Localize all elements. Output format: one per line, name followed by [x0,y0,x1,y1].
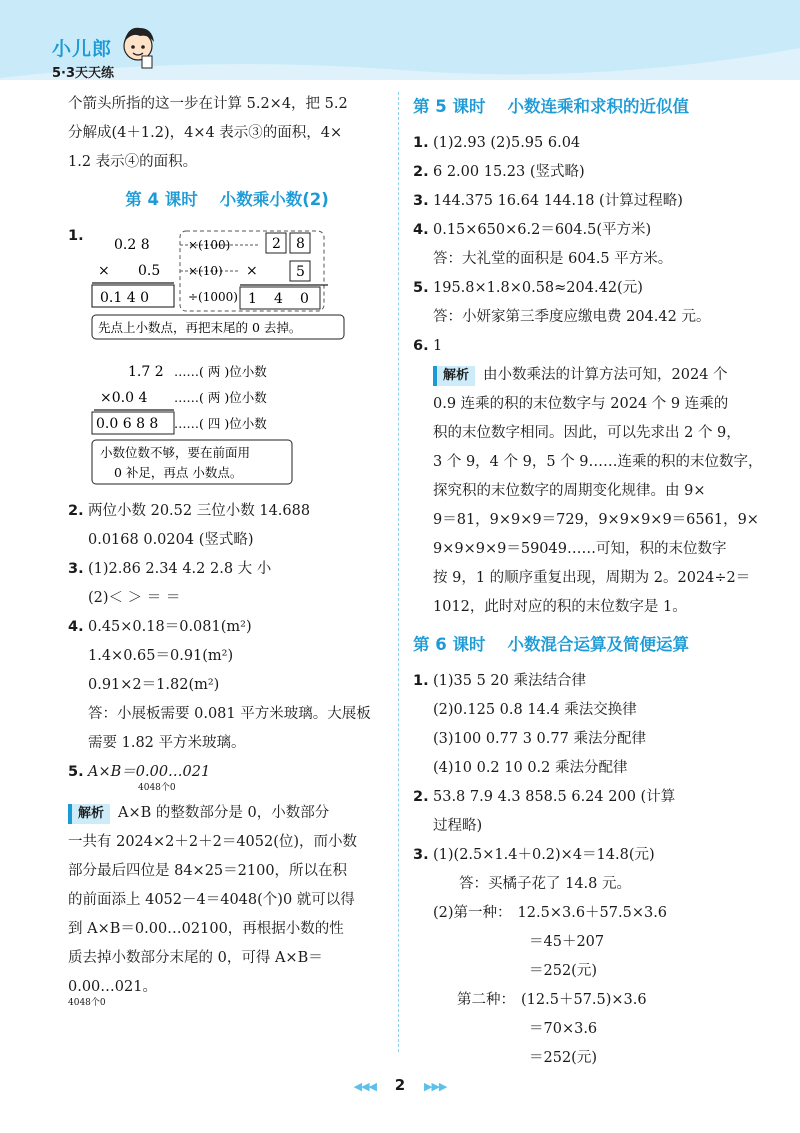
method-step: ＝252(元) [529,963,597,979]
method-label: (2)第一种： [433,905,512,921]
lesson-number: 第 6 课时 [413,635,486,654]
analysis-line: 按 9，1 的顺序重复出现，周期为 2。2024÷2＝ [433,570,751,586]
analysis-line: 到 A×B＝0.00…02100，再根据小数的性 [68,921,344,937]
analysis-line: 1012，此时对应的积的末位数字是 1。 [433,599,687,615]
diagram-1-svg [88,225,388,345]
d1-note: 先点上小数点，再把末尾的 0 去掉。 [98,320,302,335]
analysis-line: 一共有 2024×2＋2＋2＝4052(位)，而小数 [68,834,358,850]
question-5 [68,758,386,793]
question-number: 2. [413,164,429,180]
mascot-boy-icon [118,20,158,72]
d1-digit: 2 [272,236,281,252]
d2-label-1: ……( 两 )位小数 [174,364,267,379]
analysis-line: A×B 的整数部分是 0，小数部分 [118,805,330,821]
answer-line: 144.375 16.64 144.18 (计算过程略) [433,193,683,209]
logo-sub-text: 5·3天天练 [52,66,115,81]
answer-line: 53.8 7.9 4.3 858.5 6.24 200 (计算 [433,789,676,805]
answer-line: 答：大礼堂的面积是 604.5 平方米。 [433,251,673,267]
d1-arrow-label-2: ×(10) [188,264,223,278]
lesson-number: 第 4 课时 [125,190,198,209]
d2-product: 0.0 6 8 8 [96,416,159,432]
page-header [0,0,800,80]
lesson-topic: 小数连乘和求积的近似值 [507,97,689,116]
method-step: ＝70×3.6 [529,1021,598,1037]
footer-left-arrows: ◀◀◀ [353,1080,376,1093]
d1-result-digit: 1 [248,291,257,307]
answer-line: 答：买橘子花了 14.8 元。 [459,876,632,892]
analysis-line: 的前面添上 4052－4＝4048(个)0 就可以得 [68,892,355,908]
answer-line: (1)2.93 (2)5.95 6.04 [433,135,581,151]
brace-note: 4048个0 [68,998,106,1008]
intro-block [68,90,386,177]
question-6 [413,332,761,361]
question-2 [413,158,761,187]
d1-times-sign: × [98,263,110,279]
d1-product: 0.1 4 0 [100,290,149,306]
d2-label-3: ……( 四 )位小数 [174,416,267,431]
question-1 [413,667,761,783]
multiplication-diagram-1 [88,225,386,356]
answer-line: 1.4×0.65＝0.91(m²) [88,648,234,664]
d1-arrow-label-3: ÷(1000) [188,290,238,304]
answer-line: (2)＜ ＞ ＝ ＝ [88,590,181,606]
answer-line: 195.8×1.8×0.58≈204.42(元) [433,280,643,296]
column-divider [398,92,399,1052]
answer-line: (1)2.86 2.34 4.2 2.8 大 小 [88,561,272,577]
question-number: 6. [413,338,429,354]
analysis-line: 0.00…021。 [68,979,157,995]
lesson-topic: 小数乘小数(2) [219,190,329,209]
question-3 [413,187,761,216]
answer-line: 0.91×2＝1.82(m²) [88,677,220,693]
answer-line: 过程略) [433,818,483,834]
intro-line: 个箭头所指的这一步在计算 5.2×4，把 5.2 [68,96,348,112]
answer-line: 两位小数 20.52 三位小数 14.688 [88,503,311,519]
method-step: 12.5×3.6＋57.5×3.6 [517,905,668,921]
analysis-tag: 解析 [68,804,110,824]
multiplication-diagram-2 [88,358,386,497]
question-number: 3. [413,847,429,863]
question-4 [413,216,761,274]
question-1 [413,129,761,158]
question-4 [68,613,386,758]
question-number: 2. [413,789,429,805]
question-1 [68,222,386,497]
d2-label-2: ……( 两 )位小数 [174,390,267,405]
answer-line: 0.0168 0.0204 (竖式略) [88,532,254,548]
analysis-line: 9＝81，9×9×9＝729，9×9×9×9＝6561，9× [433,512,759,528]
answer-line: (1)35 5 20 乘法结合律 [433,673,586,689]
page-number: 2 [394,1076,406,1094]
footer-right-arrows: ▶▶▶ [424,1080,447,1093]
analysis-tag: 解析 [433,366,475,386]
d2-note-line: 小数位数不够，要在前面用 [100,445,251,460]
left-column [68,90,386,1008]
answer-line: (3)100 0.77 3 0.77 乘法分配律 [433,731,646,747]
logo-main-text: 小儿郎 [52,38,113,60]
d2-factor-1: 1.7 2 [128,364,164,380]
brand-logo [52,34,114,81]
method-step: (12.5＋57.5)×3.6 [521,992,647,1008]
question-number: 2. [68,503,84,519]
brace-note: 4048个0 [138,783,176,793]
lesson-4-title [68,185,386,214]
question-number: 3. [413,193,429,209]
question-5 [413,274,761,332]
d2-factor-2: ×0.0 4 [100,390,148,406]
answer-line: (4)10 0.2 10 0.2 乘法分配律 [433,760,628,776]
analysis-line: 0.9 连乘的积的末位数字与 2024 个 9 连乘的 [433,396,729,412]
lesson-topic: 小数混合运算及简便运算 [507,635,689,654]
question-2 [68,497,386,555]
d2-note-line: 0 补足，再点 小数点。 [114,465,243,480]
question-number: 3. [68,561,84,577]
analysis-line: 探究积的末位数字的周期变化规律。由 9× [433,483,706,499]
method-label: 第二种： [457,992,515,1008]
answer-line: (2)0.125 0.8 14.4 乘法交换律 [433,702,637,718]
question-3 [68,555,386,613]
answer-line: 0.15×650×6.2＝604.5(平方米) [433,222,652,238]
analysis-line: 部分最后四位是 84×25＝2100，所以在积 [68,863,348,879]
answer-line: 需要 1.82 平方米玻璃。 [88,735,246,751]
analysis-block [413,361,761,622]
analysis-line: 由小数乘法的计算方法可知，2024 个 [483,367,728,383]
answer-line: 答：小展板需要 0.081 平方米玻璃。大展板 [88,706,371,722]
d1-result-digit: 4 [274,291,283,307]
analysis-block [68,799,386,1008]
d1-arrow-label-1: ×(100) [188,238,231,252]
question-3 [413,841,761,1073]
page-footer [0,1076,800,1094]
analysis-line: 质去掉小数部分末尾的 0，可得 A×B＝ [68,950,323,966]
answer-line: 6 2.00 15.23 (竖式略) [433,164,585,180]
intro-line: 分解成(4＋1.2)，4×4 表示③的面积，4× [68,125,343,141]
d1-result-digit: 0 [300,291,309,307]
d1-digit: 8 [296,236,305,252]
right-column [413,90,761,1073]
d1-factor-1: 0.2 8 [114,237,150,253]
method-step: ＝45＋207 [529,934,605,950]
question-number: 4. [68,619,84,635]
question-number: 1. [413,673,429,689]
method-step: ＝252(元) [529,1050,597,1066]
answer-line: 0.45×0.18＝0.081(m²) [88,619,252,635]
answer-line: 1 [433,338,443,354]
answer-line: 答：小妍家第三季度应缴电费 204.42 元。 [433,309,711,325]
diagram-2-svg [88,358,388,486]
analysis-line: 积的末位数字相同。因此，可以先求出 2 个 9， [433,425,741,441]
question-2 [413,783,761,841]
answer-line: (1)(2.5×1.4＋0.2)×4＝14.8(元) [433,847,655,863]
analysis-line: 3 个 9，4 个 9，5 个 9……连乘的积的末位数字， [433,454,763,470]
question-number: 4. [413,222,429,238]
question-number: 1. [68,228,84,244]
lesson-number: 第 5 课时 [413,97,486,116]
lesson-6-title [413,630,761,659]
d1-digit: 5 [296,264,305,280]
question-number: 5. [68,764,84,780]
d1-factor-2: 0.5 [138,263,161,279]
question-number: 5. [413,280,429,296]
answer-line: A×B＝0.00…021 [88,764,211,780]
lesson-5-title [413,92,761,121]
intro-line: 1.2 表示④的面积。 [68,154,198,170]
analysis-line: 9×9×9×9＝59049……可知，积的末位数字 [433,541,727,557]
question-number: 1. [413,135,429,151]
d1-times-sign-2: × [246,263,258,279]
